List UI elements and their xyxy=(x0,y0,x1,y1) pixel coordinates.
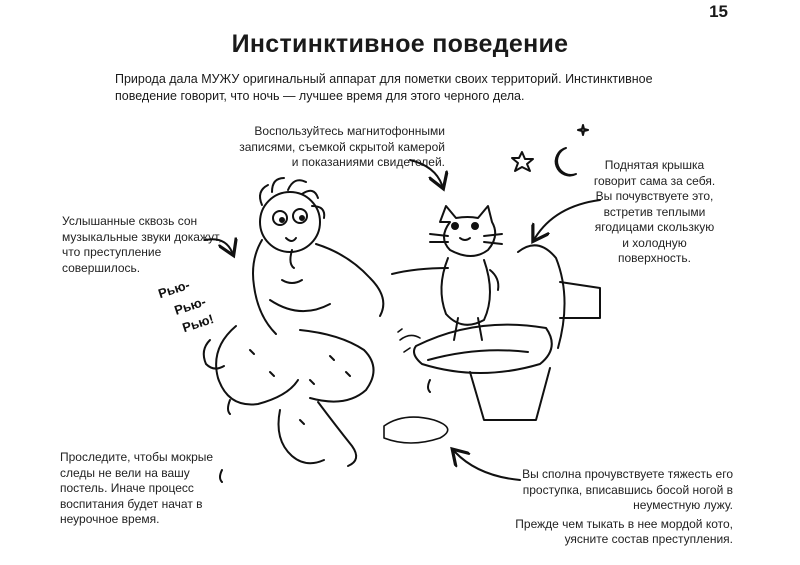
star-icon xyxy=(512,152,533,171)
puddle xyxy=(384,417,448,443)
sound-effect-1: Рью- xyxy=(156,276,192,302)
caption-raised-lid: Поднятая крышка говорит сама за себя. Вы почувствуете это, встретив теплыми ягодицами скользкую и холодную поверхность. xyxy=(593,158,716,265)
intro-paragraph: Природа дала МУЖУ оригинальный аппарат для пометки своих территорий. Инстинктивное поведение говорит, что ночь — лучшее время для этого черного дела. xyxy=(115,72,653,103)
caption-puddle-part-1: Вы сполна прочувствуете тяжесть его проступка, вписавшись босой ногой в неуместную лужу. xyxy=(522,467,733,512)
sound-effect-2: Рью- xyxy=(172,293,208,318)
man-figure xyxy=(204,178,430,482)
arrow-puddle xyxy=(455,452,520,480)
cat-figure xyxy=(392,206,502,340)
arrow-lid xyxy=(535,200,600,238)
arrow-record xyxy=(410,160,442,185)
moon-icon xyxy=(556,148,576,176)
stream xyxy=(398,329,420,352)
page-number: 15 xyxy=(709,2,728,21)
small-star-icon xyxy=(578,125,588,135)
toilet-figure xyxy=(414,245,600,420)
caption-music-sounds: Услышанные сквозь сон музыкальные звуки докажут, что преступление совершилось. xyxy=(62,214,222,275)
caption-puddle-part-2: Прежде чем тыкать в нее мордой кото, уясните состав преступления. xyxy=(515,516,733,546)
page-title: Инстинктивное поведение xyxy=(231,30,569,58)
caption-wet-trail: Проследите, чтобы мокрые следы не вели на вашу постель. Иначе процесс воспитания будет начат в неурочное время. xyxy=(60,450,214,526)
sound-effect-3: Рью! xyxy=(180,311,216,336)
caption-record-evidence: Воспользуйтесь магнитофонными записями, съемкой скрытой камерой и показаниями свидетелей. xyxy=(239,124,445,169)
arrow-music xyxy=(205,239,232,252)
